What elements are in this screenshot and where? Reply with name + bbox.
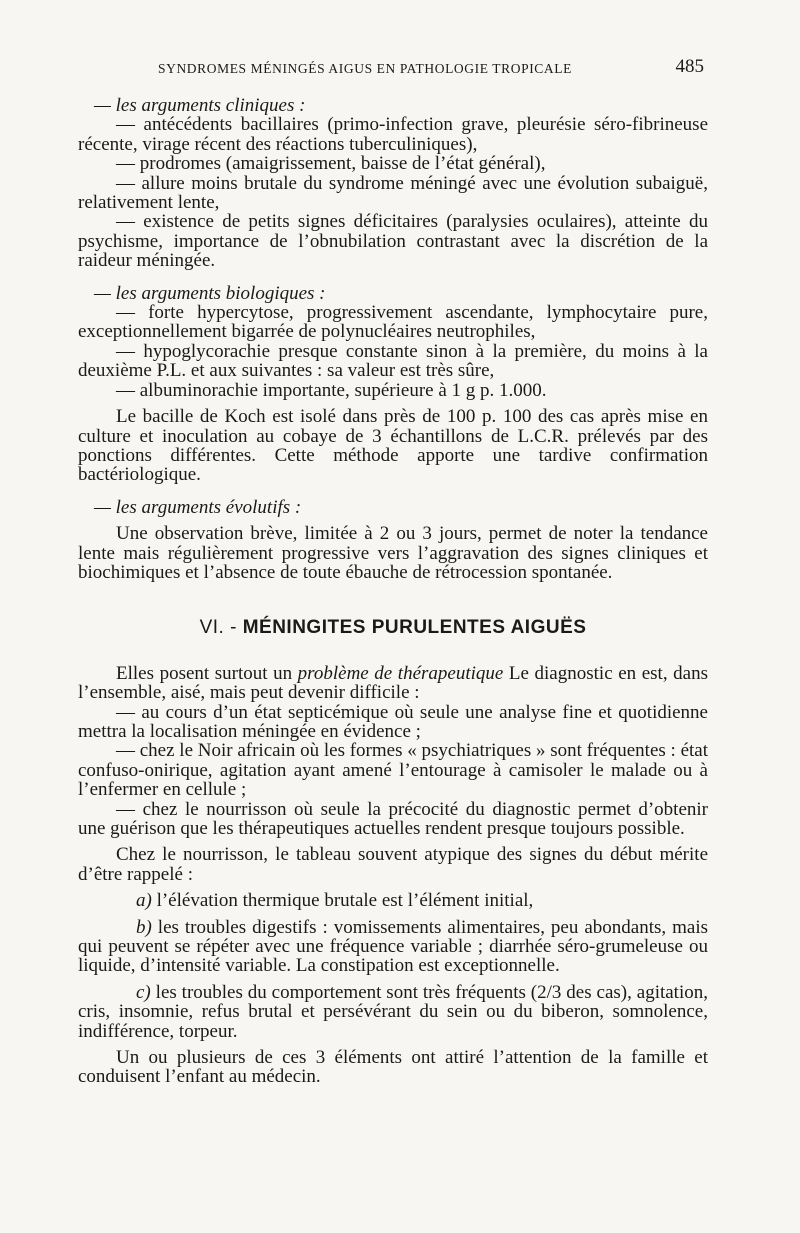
closing-paragraph: Un ou plusieurs de ces 3 éléments ont attiré l’attention de la famille et conduisent l’enfant au médecin. [78, 1047, 708, 1088]
koch-paragraph: Le bacille de Koch est isolé dans près de 100 p. 100 des cas après mise en culture et inoculation au cobaye de 3 échantillons de L.C.R. prélevés par des ponctions différentes. Cette méthode apporte une tardive confirmation bactériologique. [78, 406, 708, 486]
purulent-item: — chez le nourrisson où seule la précocité du diagnostic permet d’obtenir une guérison que les thérapeutiques actuelles rendent presque toujours possible. [78, 798, 708, 839]
page-number: 485 [675, 56, 704, 77]
intro-start: Elles posent surtout un [116, 662, 298, 684]
biological-item: — hypoglycorachie presque constante sinon à la première, du moins à la deuxième P.L. et aux suivantes : sa valeur est très sûre, [78, 340, 708, 382]
clinical-item: — allure moins brutale du syndrome méningé avec une évolution subaiguë, relativement lente, [78, 172, 708, 214]
letter-text: les troubles digestifs : vomissements alimentaires, peu abondants, mais qui peuvent se répéter avec une fréquence variable ; diarrhée séro-grumeleuse ou liquide, d’intensité variable. La constipation est exceptionnelle. [78, 916, 708, 977]
letter-item-b [78, 918, 708, 976]
section-heading [78, 618, 708, 637]
letter-label: c) [136, 981, 151, 1003]
purulent-item: — chez le Noir africain où les formes « psychiatriques » sont fréquentes : état confuso-onirique, agitation ayant amené l’entourage à camisoler le malade ou à l’enfermer en cellule ; [78, 740, 708, 801]
clinical-item: — prodromes (amaigrissement, baisse de l’état général), [116, 153, 546, 175]
letter-label: b) [136, 916, 152, 938]
purulent-intro [78, 664, 708, 703]
infant-intro: Chez le nourrisson, le tableau souvent atypique des signes du début mérite d’être rappelé : [78, 844, 708, 885]
page-body [78, 96, 708, 1087]
intro-emphasis: problème de thérapeutique [297, 662, 504, 684]
clinical-arguments-heading: — les arguments cliniques : [94, 95, 306, 116]
biological-arguments-heading: — les arguments biologiques : [94, 282, 326, 304]
letter-item-c [78, 983, 708, 1041]
letter-item-a [78, 891, 708, 910]
evolutive-arguments-heading: — les arguments évolutifs : [94, 496, 302, 518]
section-number: VI. - [199, 617, 237, 639]
running-title: SYNDROMES MÉNINGÉS AIGUS EN PATHOLOGIE TROPICALE [158, 61, 572, 76]
letter-text: les troubles du comportement sont très fréquents (2/3 des cas), agitation, cris, insomnie, refus brutal et persévérant du sein ou du biberon, somnolence, indifférence, torpeur. [78, 981, 708, 1042]
biological-item: — forte hypercytose, progressivement ascendante, lymphocytaire pure, exceptionnellement bigarrée de polynucléaires neutrophiles, [78, 302, 708, 343]
intro-end: Le diagnostic en est, dans l’ensemble, aisé, mais peut devenir difficile : [78, 662, 708, 704]
letter-label: a) [136, 890, 152, 912]
clinical-item: — antécédents bacillaires (primo-infection grave, pleurésie séro-fibrineuse récente, virage récent des réactions tuberculiniques), [78, 114, 708, 155]
section-title: MÉNINGITES PURULENTES AIGUËS [242, 617, 587, 639]
clinical-item: — existence de petits signes déficitaires (paralysies oculaires), atteinte du psychisme, importance de l’obnubilation contrastant avec la discrétion de la raideur méningée. [78, 211, 708, 272]
page-header [78, 56, 708, 82]
letter-text: l’élévation thermique brutale est l’élément initial, [151, 890, 534, 912]
purulent-item: — au cours d’un état septicémique où seule une analyse fine et quotidienne mettra la localisation méningée en évidence ; [78, 701, 708, 742]
biological-item: — albuminorachie importante, supérieure à 1 g p. 1.000. [116, 379, 547, 401]
evolutive-paragraph: Une observation brève, limitée à 2 ou 3 jours, permet de noter la tendance lente mais régulièrement progressive vers l’aggravation des signes cliniques et biochimiques et l’absence de toute ébauche de rétrocession spontanée. [78, 523, 708, 583]
